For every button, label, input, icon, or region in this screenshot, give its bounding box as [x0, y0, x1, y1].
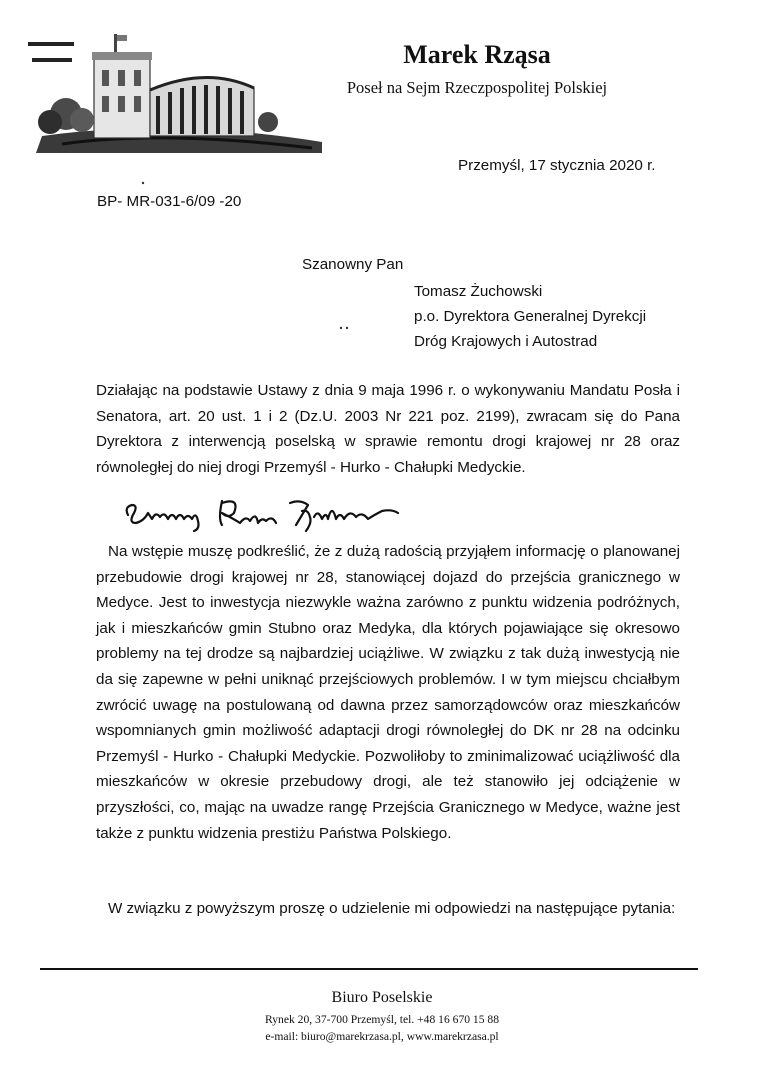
letter-date: Przemyśl, 17 stycznia 2020 r. [458, 157, 656, 174]
addressee-institution: Dróg Krajowych i Autostrad [414, 333, 598, 350]
body-paragraph-main: Na wstępie muszę podkreślić, że z dużą radością przyjąłem informację o planowanej przebudowie drogi krajowej nr 28, stanowiącej dojazd do przejścia granicznego w Medyce. Jest to inwestycja niezwykle ważna zarówno z punktu widzenia podróżnych, jak i mieszkańców gmin Stubno oraz Medyka, dla których pojawiające się okresowo problemy na tej drodze są najbardziej uciążliwe. W związku z tak dużą inwestycją nie da się zapewne w pełni uniknąć przejściowych problemów. I w tym miejscu chciałbym zwrócić uwagę na postulowaną od dawna przez samorządowców oraz mieszkańców wspomnianych gmin możliwość adaptacji drogi równoległej do DK nr 28 na odcinku Przemyśl - Hurko - Chałupki Medyckie. Pozwoliłoby to zminimalizować uciążliwość dla mieszkańców w okresie przebudowy drogi, ale też stanowiło jej odciążenie w przyszłości, co, mając na uwadze rangę Przejścia Granicznego w Medyce, ważne jest także z punktu widzenia prestiżu Państwa Polskiego. [96, 543, 680, 842]
handwritten-greeting [122, 489, 402, 535]
reference-number: BP- MR-031-6/09 -20 [97, 193, 242, 210]
sender-name: Marek Rząsa [403, 40, 551, 69]
footer-address: Rynek 20, 37-700 Przemyśl, tel. +48 16 670 15 88 [264, 1013, 500, 1026]
footer-contact-info: e-mail: biuro@marekrzasa.pl, www.marekrzasa.pl [265, 1030, 499, 1043]
scan-speck [140, 180, 148, 188]
addressee-name: Tomasz Żuchowski [414, 283, 543, 300]
sender-title: Poseł na Sejm Rzeczpospolitej Polskiej [346, 78, 608, 97]
salutation: Szanowny Pan [302, 256, 404, 273]
footer-office-title: Biuro Poselskie [331, 989, 433, 1006]
footer-divider [40, 968, 698, 970]
body-paragraph-intro: Działając na podstawie Ustawy z dnia 9 maja 1996 r. o wykonywaniu Mandatu Posła i Senatora, art. 20 ust. 1 i 2 (Dz.U. 2003 Nr 221 poz. 2199), zwracam się do Pana Dyrektora z interwencją poselską w sprawie remontu drogi krajowej nr 28 oraz równoległej do niej drogi Przemyśl - Hurko - Chałupki Medyckie. [96, 382, 680, 476]
addressee-position: p.o. Dyrektora Generalnej Dyrekcji [414, 308, 647, 325]
scan-speck [338, 324, 352, 332]
body-paragraph-questions: W związku z powyższym proszę o udzielenie mi odpowiedzi na następujące pytania: [108, 900, 676, 917]
